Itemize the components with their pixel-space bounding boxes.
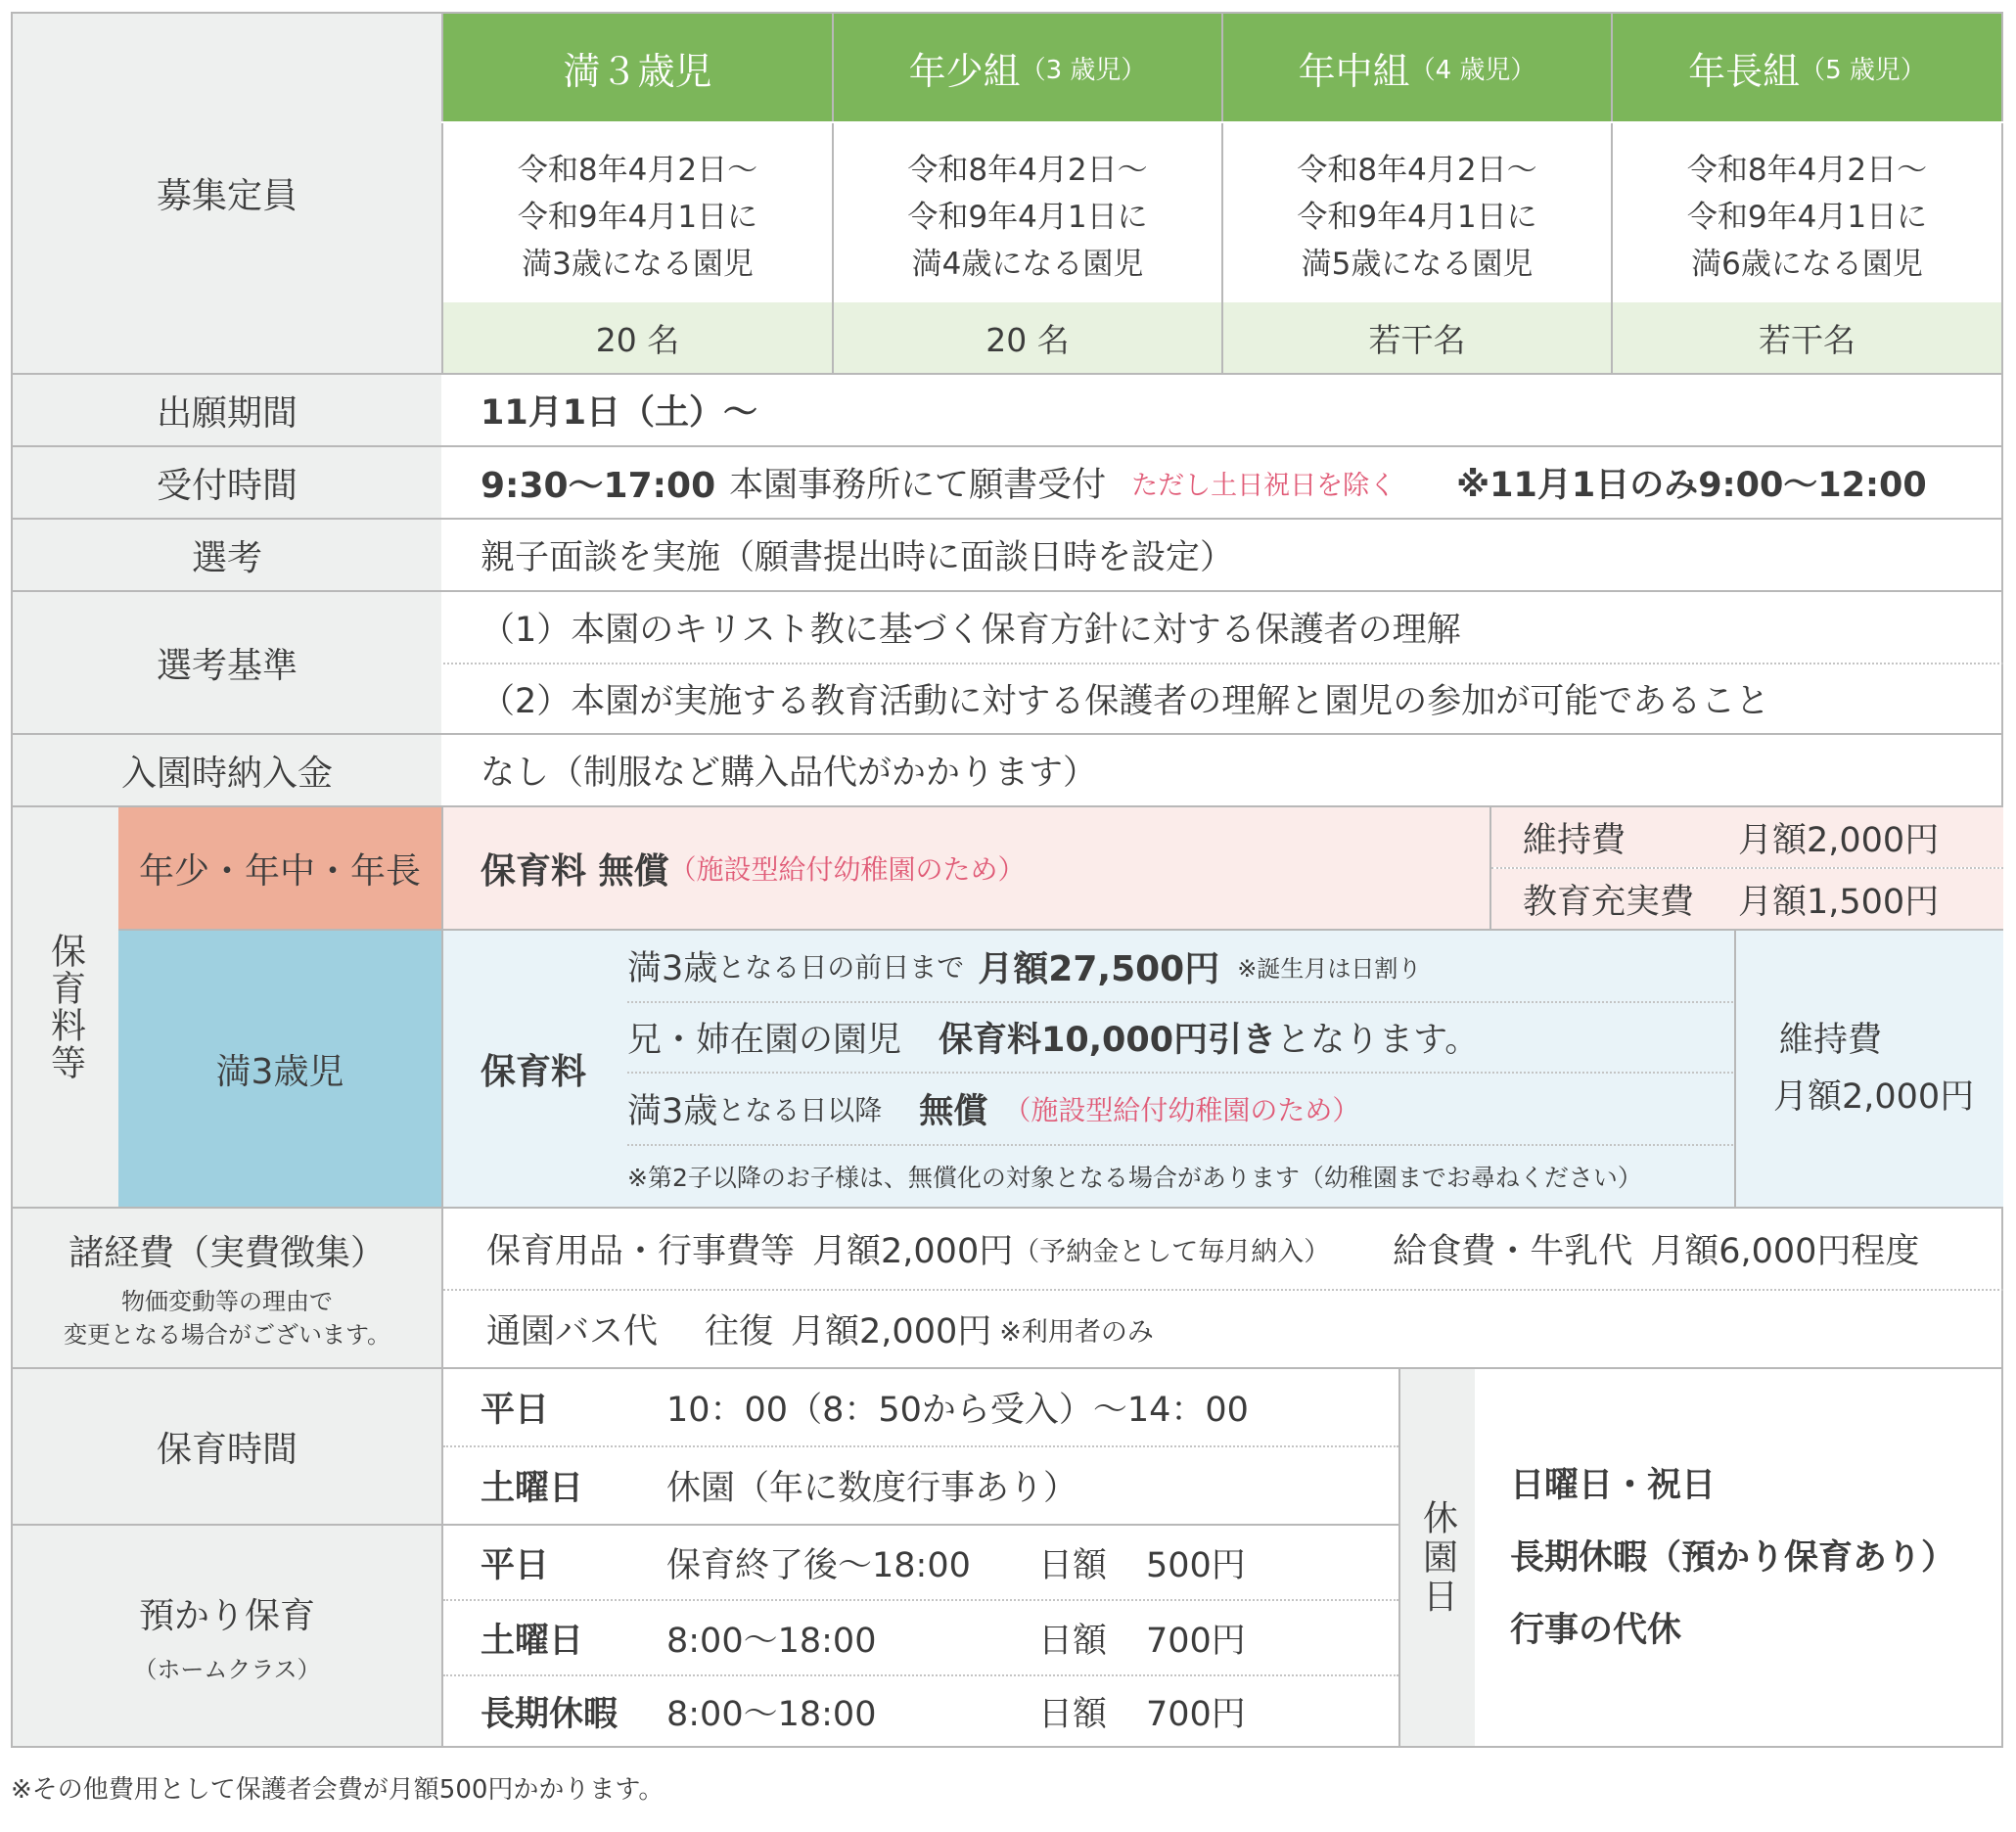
hours-label <box>13 1369 441 1524</box>
criteria-item-2 <box>481 664 1997 733</box>
fees-group1-fee <box>443 807 1489 929</box>
extra-1-name: 維持費 <box>1523 820 1627 860</box>
column-desc-2-line-2: 令和9年4月1日に <box>1297 199 1537 235</box>
hours-day-2: 土曜日 <box>481 1469 584 1508</box>
column-capacity-3 <box>1613 302 2001 373</box>
hours-row-weekday <box>481 1369 1381 1445</box>
fees-group2-label <box>118 931 441 1207</box>
extended-row-3 <box>481 1676 1381 1746</box>
misc-row1-b: 給食費・牛乳代 <box>1393 1232 1633 1271</box>
admission-fee-text: なし（制服など購入品代がかかります） <box>481 754 1098 793</box>
row4-note: ※第2子以降のお子様は、無償化の対象となる場合があります（幼稚園までお尋ねください） <box>627 1164 1642 1192</box>
admission-info-table <box>11 12 2003 1748</box>
column-header-0 <box>443 14 832 121</box>
reception-label-text: 受付時間 <box>156 465 298 506</box>
column-desc-2 <box>1223 121 1611 312</box>
extra-1-amount: 月額2,000円 <box>1738 820 1940 860</box>
column-desc-0-line-3: 満3歳になる園児 <box>522 246 754 282</box>
criteria-text-2: （2）本園が実施する教育活動に対する保護者の理解と園児の参加が可能であること <box>481 682 1770 721</box>
ext-unit-3: 日額 <box>1038 1694 1108 1734</box>
fees-group2-row2 <box>627 1003 1733 1072</box>
row2-bold: 保育料10,000円引き <box>939 1021 1277 1060</box>
column-title-1: 年少組 <box>908 49 1021 93</box>
capacity-2: 若干名 <box>1368 320 1466 359</box>
row1-note: ※誕生月は日割り <box>1237 954 1422 983</box>
row2-tail: となります。 <box>1276 1021 1480 1060</box>
fees-group1-fee-note: （施設型給付幼稚園のため） <box>668 853 1026 886</box>
ext-time-3: 8:00〜18:00 <box>666 1694 877 1734</box>
capacity-0: 20 名 <box>595 320 680 359</box>
column-desc-3-line-2: 令和9年4月1日に <box>1686 199 1928 235</box>
column-capacity-1 <box>834 302 1221 373</box>
extended-label-text: 預かり保育 <box>138 1595 315 1636</box>
row3-a: 満3歳 <box>627 1092 718 1131</box>
column-header-1 <box>834 14 1221 121</box>
fees-group1-extra-2 <box>1491 869 2003 929</box>
column-desc-2-line-1: 令和8年4月2日〜 <box>1297 152 1537 188</box>
hours-value-2: 休園（年に数度行事あり） <box>666 1469 1078 1508</box>
fees-group1-label <box>118 807 441 929</box>
reception-label <box>13 447 441 518</box>
application-label-text: 出願期間 <box>156 392 298 434</box>
selection-label-text: 選考 <box>191 537 262 578</box>
column-desc-0 <box>443 121 832 312</box>
misc-row1-a-amount: 月額2,000円 <box>812 1232 1014 1271</box>
fees-group2-fee-label-text: 保育料 <box>481 1051 587 1092</box>
column-desc-0-line-2: 令和9年4月1日に <box>517 199 758 235</box>
reception-note: ただし土日祝日を除く <box>1131 470 1397 501</box>
misc-label <box>13 1209 441 1367</box>
misc-row1-b-amount: 月額6,000円程度 <box>1650 1232 1920 1271</box>
column-title-3: 年長組 <box>1688 49 1801 93</box>
column-title-2: 年中組 <box>1298 49 1410 93</box>
column-desc-1 <box>834 121 1221 312</box>
admission-fee-label <box>13 735 441 805</box>
fees-group2-label-text: 満3歳児 <box>215 1051 344 1092</box>
misc-label-text: 諸経費（実費徴集） <box>68 1232 386 1273</box>
column-desc-2-line-3: 満5歳になる園児 <box>1301 246 1534 282</box>
ext-unit-1: 日額 <box>1038 1545 1108 1585</box>
ext-day-1: 平日 <box>481 1545 550 1585</box>
column-title-0: 満３歳児 <box>563 49 712 93</box>
row1-amount: 月額27,500円 <box>978 948 1220 989</box>
column-desc-1-line-3: 満4歳になる園児 <box>911 246 1144 282</box>
misc-sub2: 変更となる場合がございます。 <box>63 1320 391 1349</box>
ext-price-1: 500円 <box>1146 1545 1246 1585</box>
selection-value <box>481 520 1948 590</box>
holiday-item-1: 日曜日・祝日 <box>1510 1465 1717 1505</box>
column-desc-1-line-2: 令和9年4月1日に <box>907 199 1148 235</box>
capacity-3: 若干名 <box>1759 320 1856 359</box>
recruit-label <box>13 14 441 373</box>
misc-row2-b: 往復 <box>705 1312 774 1351</box>
fees-group2-fee-label <box>481 931 627 1207</box>
row3-b: となる日以降 <box>717 1094 883 1126</box>
holidays-label-text: 休園日 <box>1417 1498 1458 1617</box>
application-label <box>13 375 441 445</box>
row1-a: 満3歳 <box>627 949 718 988</box>
misc-row2-amount: 月額2,000円 <box>791 1312 992 1351</box>
reception-value <box>481 447 1997 518</box>
misc-row2-a: 通園バス代 <box>486 1312 659 1351</box>
criteria-item-1 <box>481 592 1997 663</box>
hours-label-text: 保育時間 <box>156 1429 298 1470</box>
column-desc-3-line-1: 令和8年4月2日〜 <box>1686 152 1928 188</box>
fees-group1-extra-1 <box>1491 807 2003 867</box>
column-header-2 <box>1223 14 1611 121</box>
fees-group2-row1 <box>627 931 1733 1001</box>
ext-time-1: 保育終了後〜18:00 <box>666 1545 971 1585</box>
column-sub-1: （3 歳児） <box>1020 55 1147 85</box>
holidays-label <box>1400 1369 1475 1746</box>
column-desc-0-line-1: 令和8年4月2日〜 <box>517 152 758 188</box>
column-sub-3: （5 歳児） <box>1800 55 1926 85</box>
misc-row2-note: ※利用者のみ <box>999 1316 1154 1348</box>
fees-label <box>13 807 118 1207</box>
reception-special: ※11月1日のみ9:00〜12:00 <box>1456 466 1927 505</box>
holiday-item-3: 行事の代休 <box>1510 1610 1682 1650</box>
row3-note: （施設型給付幼稚園のため） <box>1003 1094 1360 1126</box>
capacity-1: 20 名 <box>985 320 1070 359</box>
extra-2-amount: 月額1,500円 <box>1738 882 1940 922</box>
fees-group2-maintenance <box>1736 931 2003 1207</box>
reception-time: 9:30〜17:00 <box>481 465 716 506</box>
column-capacity-2 <box>1223 302 1611 373</box>
selection-label <box>13 520 441 590</box>
extended-label <box>13 1526 441 1746</box>
column-desc-3-line-3: 満6歳になる園児 <box>1691 246 1923 282</box>
maint-amount: 月額2,000円 <box>1773 1077 1975 1117</box>
fees-group1-fee-label: 保育料 無償 <box>481 850 669 892</box>
column-desc-1-line-1: 令和8年4月2日〜 <box>907 152 1148 188</box>
extended-row-1 <box>481 1526 1381 1599</box>
row3-bold: 無償 <box>919 1092 988 1131</box>
ext-price-3: 700円 <box>1146 1694 1246 1734</box>
footnote-text: ※その他費用として保護者会費が月額500円かかります。 <box>11 1775 664 1805</box>
criteria-label-text: 選考基準 <box>156 645 298 686</box>
fees-group1-label-text: 年少・年中・年長 <box>138 850 421 892</box>
ext-day-2: 土曜日 <box>481 1621 584 1661</box>
extended-sub: （ホームクラス） <box>133 1655 321 1683</box>
criteria-text-1: （1）本園のキリスト教に基づく保育方針に対する保護者の理解 <box>481 611 1461 650</box>
holidays-list <box>1510 1369 1999 1746</box>
recruit-label-text: 募集定員 <box>156 176 298 216</box>
column-sub-2: （4 歳児） <box>1409 55 1536 85</box>
row1-b: となる日の前日まで <box>717 951 965 984</box>
ext-unit-2: 日額 <box>1038 1621 1108 1661</box>
application-period: 11月1日（土）〜 <box>481 393 758 433</box>
ext-price-2: 700円 <box>1146 1621 1246 1661</box>
column-capacity-0 <box>443 302 832 373</box>
misc-row1-a-note: （予納金として毎月納入） <box>1013 1236 1331 1267</box>
column-header-3 <box>1613 14 2001 121</box>
row2-a: 兄・姉在園の園児 <box>627 1021 902 1060</box>
extended-row-2 <box>481 1601 1381 1674</box>
maint-name: 維持費 <box>1779 1021 1883 1060</box>
misc-sub1: 物価変動等の理由で <box>121 1287 333 1315</box>
application-value <box>481 375 1948 445</box>
hours-row-saturday <box>481 1447 1381 1524</box>
reception-place: 本園事務所にて願書受付 <box>729 466 1107 505</box>
misc-row1 <box>486 1209 2003 1289</box>
ext-time-2: 8:00〜18:00 <box>666 1621 877 1661</box>
admission-fee-label-text: 入園時納入金 <box>120 753 333 794</box>
extra-2-name: 教育充実費 <box>1523 882 1695 922</box>
holiday-item-2: 長期休暇（預かり保育あり） <box>1510 1537 1956 1578</box>
ext-day-3: 長期休暇 <box>481 1694 619 1734</box>
fees-label-text: 保育料等 <box>45 933 86 1081</box>
hours-day-1: 平日 <box>481 1391 550 1430</box>
fees-group2-row4 <box>627 1146 1733 1207</box>
selection-text: 親子面談を実施（願書提出時に面談日時を設定） <box>481 538 1235 577</box>
column-desc-3 <box>1613 121 2001 312</box>
footnote <box>11 1769 664 1806</box>
hours-value-1: 10：00（8：50から受入）〜14：00 <box>666 1391 1249 1430</box>
misc-row2 <box>486 1291 2003 1367</box>
fees-group2-row3 <box>627 1074 1733 1144</box>
misc-row1-a: 保育用品・行事費等 <box>486 1232 796 1271</box>
criteria-label <box>13 592 441 733</box>
admission-fee-value <box>481 735 1948 805</box>
